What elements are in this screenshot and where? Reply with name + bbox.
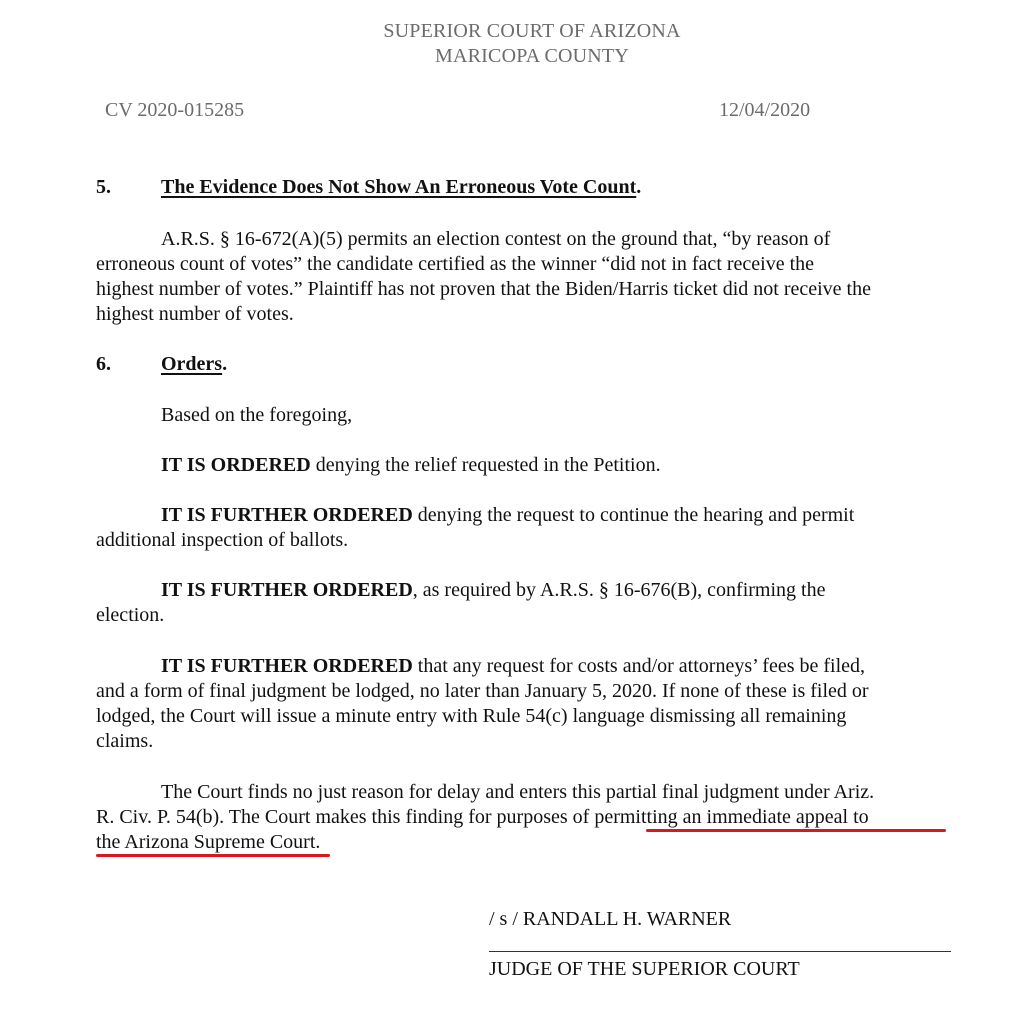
order-1: [161, 453, 661, 478]
document-date: 12/04/2020: [719, 99, 811, 121]
final-judgment-line: [96, 805, 869, 830]
order-4-continued: claims.: [96, 730, 154, 752]
section-5-line: A.R.S. § 16-672(A)(5) permits an election contest on the ground that, “by reason of: [161, 228, 831, 250]
order-3-continued: election.: [96, 604, 165, 626]
order-4-lead: IT IS FURTHER ORDERED: [161, 655, 413, 677]
order-1-lead: IT IS ORDERED: [161, 454, 311, 476]
section-5-title: The Evidence Does Not Show An Erroneous Vote Count: [161, 176, 637, 198]
highlighted-phrase: the Arizona Supreme Court: [96, 831, 316, 853]
judge-title: JUDGE OF THE SUPERIOR COURT: [489, 958, 800, 980]
section-5-line: erroneous count of votes” the candidate certified as the winner “did not in fact receive the: [96, 253, 815, 275]
signature: / s / RANDALL H. WARNER: [489, 908, 732, 930]
section-6-title: Orders: [161, 353, 223, 375]
order-2-text: denying the request to continue the hearing and permit: [412, 504, 855, 526]
order-3-text: , as required by A.R.S. § 16-676(B), confirming the: [412, 579, 826, 601]
county-name: MARICOPA COUNTY: [435, 45, 629, 67]
section-5-line: highest number of votes.: [96, 303, 294, 325]
order-2-lead: IT IS FURTHER ORDERED: [161, 504, 413, 526]
red-underline-annotation: [96, 854, 330, 857]
case-number: CV 2020-015285: [105, 99, 245, 121]
section-5-title-punct: .: [636, 176, 642, 198]
orders-intro: Based on the foregoing,: [161, 404, 353, 426]
red-underline-annotation: [646, 829, 946, 832]
order-4-continued: and a form of final judgment be lodged, no later than January 5, 2020. If none of these is filed or: [96, 680, 869, 702]
order-3-lead: IT IS FURTHER ORDERED: [161, 579, 413, 601]
section-5-number: 5.: [96, 176, 111, 198]
order-2-continued: additional inspection of ballots.: [96, 529, 349, 551]
court-name: SUPERIOR COURT OF ARIZONA: [383, 20, 681, 42]
section-5-line: highest number of votes.” Plaintiff has not proven that the Biden/Harris ticket did not receive the: [96, 278, 871, 300]
highlighted-phrase: permitting an immediate appeal to: [594, 806, 869, 828]
order-4-continued: lodged, the Court will issue a minute entry with Rule 54(c) language dismissing all remaining: [96, 705, 847, 727]
final-judgment-line: The Court finds no just reason for delay and enters this partial final judgment under Ariz.: [161, 781, 875, 803]
section-6-title-punct: .: [222, 353, 228, 375]
order-1-text: denying the relief requested in the Petition.: [310, 454, 661, 476]
order-4: [161, 654, 865, 679]
order-3: [161, 578, 825, 603]
order-2: [161, 503, 854, 528]
section-5-heading: [161, 176, 641, 199]
final-judgment-punct: .: [315, 831, 321, 853]
section-6-number: 6.: [96, 353, 111, 375]
section-6-heading: [161, 353, 227, 376]
order-4-text: that any request for costs and/or attorneys’ fees be filed,: [412, 655, 866, 677]
final-judgment-text: R. Civ. P. 54(b). The Court makes this finding for purposes of: [96, 806, 595, 828]
signature-line: [489, 951, 951, 952]
final-judgment-line: [96, 830, 320, 855]
